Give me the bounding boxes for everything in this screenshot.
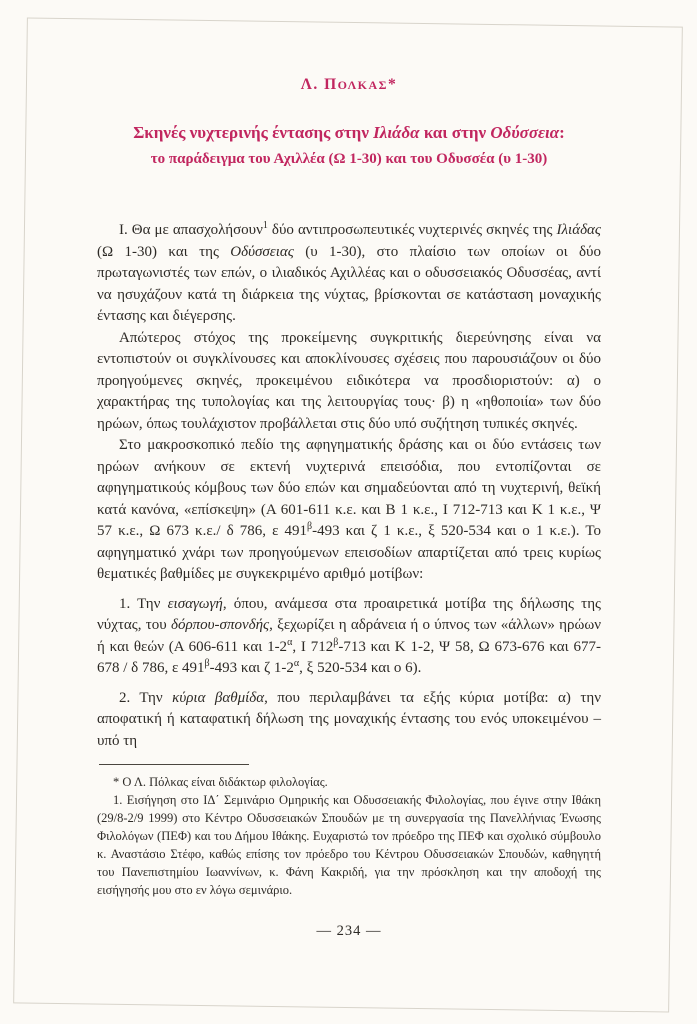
author-name: Λ. ΠΟΛΚΑΣ*: [300, 76, 398, 93]
footnotes-section: [97, 764, 601, 899]
paragraph-5-numbered-item-2: 2. Την κύρια βαθμίδα, που περιλαμβάνει τα εξής κύρια μοτίβα: α) την αποφατική ή καταφατική δήλωση της μοναχικής έντασης του ενός υποκειμένου – υπό τη: [97, 689, 602, 749]
paragraph-4-numbered-item-1: 1. Την εισαγωγή, όπου, ανάμεσα στα προαιρετικά μοτίβα της δήλωσης της νύχτας, του δόρπου-σπονδής, ξεχωρίζει η αδράνεια ή ο ύπνος των «άλλων» ηρώων ή και θεών (Α 606-611 και $1-2^\alpha$, Ι $712^\beta-713$ και Κ 1-2, Ψ 58, Ω 673-676 και 677-678 / δ 786, ε $491^\beta-493$ και ζ $1-2^\alpha$, ξ 520-534 και ο 6).: [97, 595, 602, 676]
page-content: [97, 76, 601, 940]
footnote-separator-rule: [99, 764, 249, 765]
paper-title-line-1: Σκηνές νυχτερινής έντασης στην Ιλιάδα και στην Οδύσσεια:: [133, 123, 565, 142]
paragraph-2: Απώτερος στόχος της προκείμενης συγκριτικής διερεύνησης είναι να εντοπιστούν οι συγκλίνουσες και αποκλίνουσες σχέσεις που παρουσιάζουν οι δύο προηγούμενες σκηνές, προκειμένου ειδικότερα να προσδιοριστούν: α) ο χαρακτήρας της τυπολογίας και της λειτουργίας τους· β) η «ηθοποιία» των δύο ηρώων, όπως τουλάχιστον προβάλλεται στις δύο υπό συζήτηση τυπικές σκηνές.: [97, 329, 601, 432]
page-number: — 234 —: [316, 923, 382, 939]
paragraph-1: Ι. Θα με απασχολήσουν$^1$ δύο αντιπροσωπευτικές νυχτερινές σκηνές της Ιλιάδας (Ω 1-30) και της Οδύσσειας (υ 1-30), στο πλαίσιο των οποίων οι δύο πρωταγωνιστές των επών, ο ιλιαδικός Αχιλλέας και ο οδυσσειακός Οδυσσέας, αντί να ησυχάζουν κατά τη διάρκεια της νύχτας, βρίσκονται σε κατάσταση μοναχικής έντασης και διέγερσης.: [97, 220, 601, 324]
footnote-asterisk: * Ο Λ. Πόλκας είναι διδάκτωρ φιλολογίας.: [113, 775, 328, 789]
paragraph-3: Στο μακροσκοπικό πεδίο της αφηγηματικής δράσης και οι δύο εντάσεις των ηρώων ανήκουν σε εκτενή νυχτερινά επεισόδια, που εντοπίζονται σε αφηγηματικούς κόμβους των δύο επών και σημαδεύονται από τη νυχτερινή, θεϊκή κατά κανόνα, «επίσκεψη» (Α 601-611 κ.ε. και Β 1 κ.ε., Ι 712-713 και Κ 1 κ.ε., Ψ 57 κ.ε., Ω 673 κ.ε./ δ 786, ε $491^\beta-493$ και ζ 1 κ.ε., ξ 520-534 και ο 1 κ.ε.). Το αφηγηματικό χνάρι των προηγούμενων επεισοδίων απαρτίζεται από τρεις κυρίως θεματικές βαθμίδες με συγκεκριμένο αριθμό μοτίβων:: [97, 437, 601, 582]
footnote-1: 1. Εισήγηση στο ΙΔ΄ Σεμινάριο Ομηρικής και Οδυσσειακής Φιλολογίας, που έγινε στην Ιθάκη (29/8-2/9 1999) στο Κέντρο Οδυσσειακών Σπουδών με τη συνεργασία της Πανελλήνιας Ένωσης Φιλολόγων (ΠΕΦ) και του Δήμου Ιθάκης. Ευχαριστώ τον πρόεδρο της ΠΕΦ και σχολικό σύμβουλο κ. Αναστάσιο Στέφο, καθώς επίσης τον πρόεδρο του Κέντρου Οδυσσειακών Σπουδών, καθηγητή του Πανεπιστημίου Ιωαννίνων, κ. Φάνη Κακριδή, για την πρόσκληση και την αποδοχή της εισήγησής μου στο εν λόγω σεμινάριο.: [97, 793, 601, 897]
article-body: [97, 220, 601, 752]
paper-title: [97, 120, 601, 172]
paper-title-line-2: το παράδειγμα του Αχιλλέα (Ω 1-30) και του Οδυσσέα (υ 1-30): [150, 151, 548, 167]
